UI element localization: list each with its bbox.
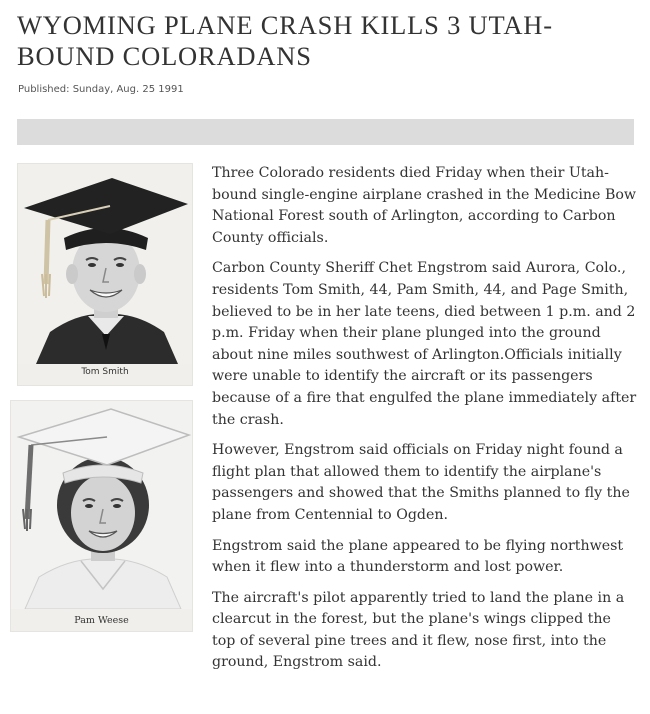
portrait-graduate-male-image [18,164,192,364]
article-paragraph: Three Colorado residents died Friday when their Utah-bound single-engine airplane crashed in the Medicine Bow National Forest south of Arlington, according to Carbon County officials. [212,165,637,246]
photo-tom-smith [17,163,193,386]
portrait-graduate-female-image [11,401,192,609]
article-paragraph: Engstrom said the plane appeared to be flying northwest when it flew into a thunderstorm and lost power. [212,537,624,576]
article-body [212,163,637,683]
published-date: Published: Sunday, Aug. 25 1991 [18,84,184,95]
photo-pam-weese [10,400,193,632]
article-paragraph: However, Engstrom said officials on Friday night found a flight plan that allowed them to identify the airplane's passengers and showed that the Smiths planned to fly the plane from Centennial to Ogden. [212,442,630,523]
article-paragraph: Carbon County Sheriff Chet Engstrom said Aurora, Colo., residents Tom Smith, 44, Pam Smith, 44, and Page Smith, believed to be in her late teens, died between 1 p.m. and 2 p.m. Friday when their plane plunged into the ground about nine miles southwest of Arlington.Officials initially were unable to identify the aircraft or its passengers because of a fire that engulfed the plane immediately after the crash. [212,260,637,428]
headline: WYOMING PLANE CRASH KILLS 3 UTAH-BOUND COLORADANS [17,10,553,71]
photo-caption: Pam Weese [74,615,129,626]
gray-banner [17,119,634,145]
article-paragraph: The aircraft's pilot apparently tried to land the plane in a clearcut in the forest, but the plane's wings clipped the top of several pine trees and it flew, nose first, into the ground, Engstrom said. [212,589,625,671]
photo-caption: Tom Smith [81,367,129,377]
